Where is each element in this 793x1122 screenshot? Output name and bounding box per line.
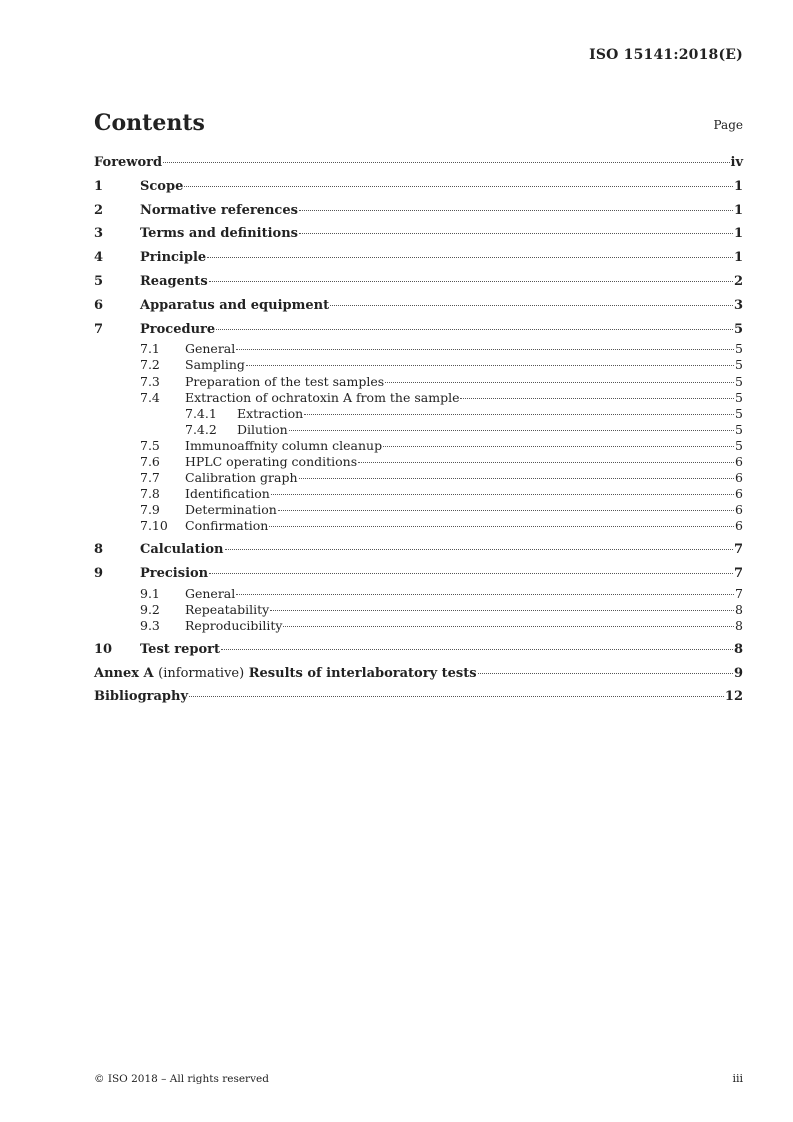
leader-dots: [299, 478, 735, 479]
leader-dots: [271, 494, 734, 495]
toc-entry-8[interactable]: [94, 542, 743, 566]
toc-page: 1: [733, 178, 743, 194]
leader-dots: [460, 398, 734, 399]
toc-entry-7-4[interactable]: [94, 390, 743, 406]
toc-page: 5: [735, 373, 743, 389]
toc-number: 2: [94, 202, 104, 218]
toc-title: Preparation of the test samples: [185, 373, 385, 389]
toc-title: Test report: [140, 641, 221, 657]
toc-page: 5: [733, 321, 743, 337]
toc-number: 6: [94, 297, 104, 313]
toc-title: Apparatus and equipment: [140, 297, 330, 313]
toc-page: 9: [733, 665, 743, 681]
toc-entry-9-2[interactable]: [94, 602, 743, 618]
toc-title: Reproducibility: [185, 617, 283, 633]
toc-page: 3: [733, 297, 743, 313]
leader-dots: [163, 162, 729, 163]
toc-number: 7.5: [140, 437, 160, 453]
toc-title: Calibration graph: [185, 470, 298, 486]
toc-page: 7: [735, 585, 743, 601]
leader-dots: [216, 329, 733, 330]
leader-dots: [209, 281, 733, 282]
toc-title: Immunoaffnity column cleanup: [185, 437, 383, 453]
toc-entry-9-3[interactable]: [94, 618, 743, 634]
leader-dots: [299, 233, 733, 234]
toc-entry-7-1[interactable]: [94, 341, 743, 357]
toc-title: Precision: [140, 565, 209, 581]
toc-number: 4: [94, 250, 104, 266]
toc-entry-7-3[interactable]: [94, 374, 743, 390]
toc-page: 8: [735, 617, 743, 633]
toc-page: 5: [735, 389, 743, 405]
leader-dots: [269, 526, 734, 527]
toc-title: Procedure: [140, 321, 216, 337]
toc-number: 7.2: [140, 357, 160, 373]
copyright-notice: © ISO 2018 – All rights reserved: [94, 1073, 269, 1085]
toc-entry-foreword[interactable]: [94, 155, 743, 179]
toc-number: 7.7: [140, 470, 160, 486]
toc-title: Scope: [140, 178, 184, 194]
toc-page: 5: [735, 357, 743, 373]
leader-dots: [209, 573, 733, 574]
toc-title: General: [185, 341, 236, 357]
toc-title: Dilution: [237, 421, 288, 437]
leader-dots: [189, 696, 724, 697]
toc-title: Normative references: [140, 202, 298, 218]
toc-entry-7-10[interactable]: [94, 518, 743, 534]
toc-page: 6: [735, 454, 743, 470]
toc-number: 7.10: [140, 518, 168, 534]
toc-entry-7-8[interactable]: [94, 486, 743, 502]
table-of-contents: [94, 155, 743, 713]
toc-title: Determination: [185, 502, 277, 518]
toc-number: 9.2: [140, 601, 160, 617]
toc-title: Calculation: [140, 542, 224, 558]
toc-page: 2: [733, 273, 743, 289]
toc-page: 6: [735, 502, 743, 518]
toc-page: 8: [735, 601, 743, 617]
leader-dots: [289, 430, 734, 431]
toc-entry-3[interactable]: [94, 226, 743, 250]
toc-title: HPLC operating conditions: [185, 454, 358, 470]
toc-number: 5: [94, 273, 104, 289]
toc-number: 7.9: [140, 502, 160, 518]
leader-dots: [478, 673, 733, 674]
toc-number: 7: [94, 321, 104, 337]
toc-entry-7-6[interactable]: [94, 454, 743, 470]
toc-number: 7.8: [140, 486, 160, 502]
leader-dots: [299, 210, 733, 211]
toc-number: 9.3: [140, 617, 160, 633]
toc-entry-annex-a[interactable]: [94, 666, 743, 690]
toc-number: 9: [94, 565, 104, 581]
annex-qualifier: (informative): [158, 665, 245, 681]
toc-number: 7.3: [140, 373, 160, 389]
toc-page: 5: [735, 341, 743, 357]
document-id: ISO 15141:2018(E): [589, 47, 743, 63]
leader-dots: [283, 626, 734, 627]
toc-title: Repeatability: [185, 601, 270, 617]
toc-page: 1: [733, 202, 743, 218]
annex-title: Results of interlaboratory tests: [248, 665, 477, 681]
toc-number: 7.6: [140, 454, 160, 470]
leader-dots: [270, 610, 734, 611]
toc-page: 12: [724, 689, 743, 705]
toc-entry-2[interactable]: [94, 203, 743, 227]
leader-dots: [221, 649, 733, 650]
page-number: iii: [732, 1072, 743, 1085]
toc-title: [94, 666, 477, 681]
leader-dots: [236, 594, 734, 595]
leader-dots: [225, 549, 733, 550]
toc-title: Principle: [140, 250, 207, 266]
toc-title: Bibliography: [94, 689, 189, 705]
toc-number: 7.4: [140, 389, 160, 405]
leader-dots: [236, 349, 734, 350]
annex-label: Annex A: [94, 665, 154, 681]
toc-entry-6[interactable]: [94, 298, 743, 322]
toc-title: Extraction: [237, 405, 304, 421]
toc-number: 1: [94, 178, 104, 194]
toc-number: 10: [94, 641, 113, 657]
toc-title: General: [185, 585, 236, 601]
toc-title: Identification: [185, 486, 270, 502]
toc-title: Extraction of ochratoxin A from the sample: [185, 389, 460, 405]
toc-title: Foreword: [94, 155, 163, 170]
toc-number: 8: [94, 542, 104, 558]
toc-entry-7-7[interactable]: [94, 470, 743, 486]
toc-number: 7.1: [140, 341, 160, 357]
toc-number: 3: [94, 226, 104, 242]
toc-number: 7.4.1: [185, 405, 217, 421]
toc-entry-7-4-2[interactable]: [94, 422, 743, 438]
toc-entry-7-4-1[interactable]: [94, 406, 743, 422]
toc-entry-bibliography[interactable]: [94, 689, 743, 713]
toc-entry-5[interactable]: [94, 274, 743, 298]
toc-page: 6: [735, 518, 743, 534]
toc-entry-7-5[interactable]: [94, 438, 743, 454]
leader-dots: [358, 462, 734, 463]
page-column-label: Page: [713, 118, 743, 132]
leader-dots: [383, 446, 734, 447]
leader-dots: [385, 382, 734, 383]
toc-page: 5: [735, 421, 743, 437]
toc-entry-7-2[interactable]: [94, 357, 743, 373]
toc-title: Terms and definitions: [140, 226, 298, 242]
toc-title: Sampling: [185, 357, 245, 373]
toc-page: 5: [735, 437, 743, 453]
toc-number: 9.1: [140, 585, 160, 601]
toc-entry-4[interactable]: [94, 250, 743, 274]
toc-page: iv: [730, 155, 743, 170]
leader-dots: [184, 186, 733, 187]
leader-dots: [278, 510, 734, 511]
leader-dots: [207, 257, 733, 258]
toc-number: 7.4.2: [185, 421, 217, 437]
toc-title: Confirmation: [185, 518, 269, 534]
toc-page: 1: [733, 250, 743, 266]
toc-entry-10[interactable]: [94, 642, 743, 666]
leader-dots: [246, 365, 734, 366]
leader-dots: [330, 305, 733, 306]
leader-dots: [304, 414, 734, 415]
toc-entry-7-9[interactable]: [94, 502, 743, 518]
toc-page: 6: [735, 486, 743, 502]
toc-page: 1: [733, 226, 743, 242]
toc-title: Reagents: [140, 273, 208, 289]
toc-page: 7: [733, 565, 743, 581]
toc-entry-1[interactable]: [94, 179, 743, 203]
toc-page: 7: [733, 542, 743, 558]
page-title: Contents: [94, 110, 205, 136]
toc-entry-9-1[interactable]: [94, 586, 743, 602]
toc-page: 8: [733, 641, 743, 657]
toc-page: 5: [735, 405, 743, 421]
toc-page: 6: [735, 470, 743, 486]
